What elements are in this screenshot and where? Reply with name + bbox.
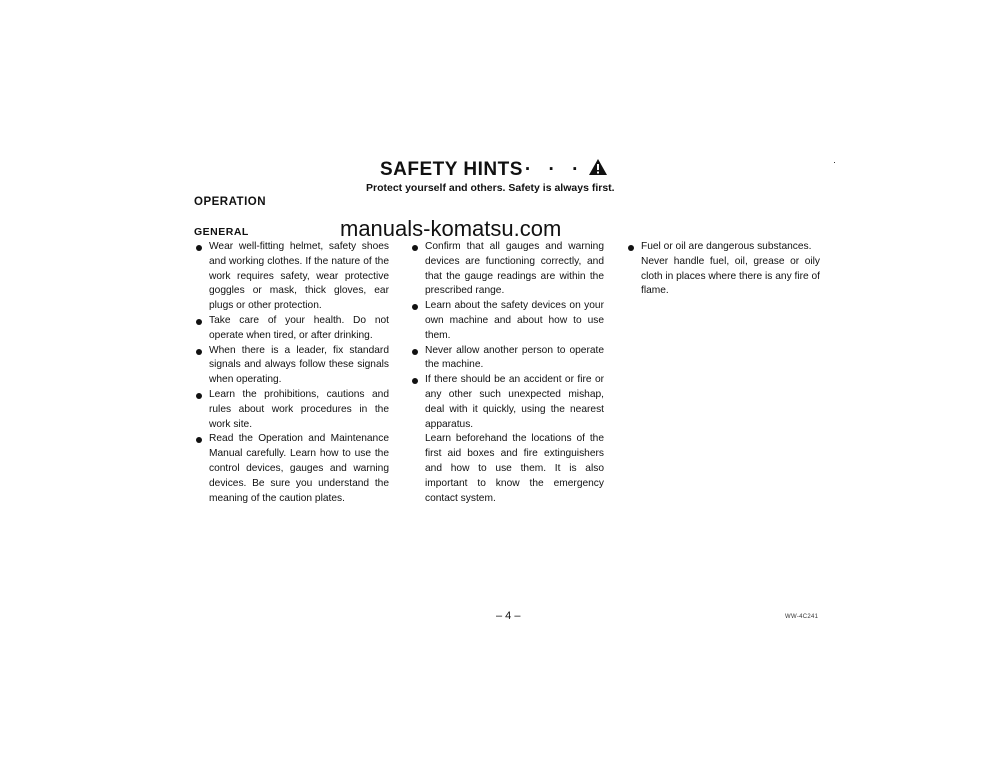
bullet-icon: [628, 245, 634, 251]
page-title: [380, 158, 680, 182]
bullet-icon: [412, 378, 418, 384]
bullet-icon: [196, 319, 202, 325]
document-code: WW-4C241: [785, 614, 819, 620]
list-item: Learn about the safety devices on your own machine and about how to use them.: [410, 299, 604, 343]
subsection-heading: GENERAL: [194, 226, 249, 238]
bullet-icon: [196, 349, 202, 355]
list-item: Confirm that all gauges and warning devices are functioning correctly, and that the gauge readings are within the prescribed range.: [410, 240, 604, 299]
bullet-icon: [412, 245, 418, 251]
page-subtitle: Protect yourself and others. Safety is always first.: [366, 182, 615, 194]
list-item: Read the Operation and Maintenance Manual carefully. Learn how to use the control devices, gauges and warning devices. Be sure you understand the meaning of the caution plates.: [194, 432, 389, 506]
list-item: Wear well-fitting helmet, safety shoes and working clothes. If the nature of the work requires safety, wear protective goggles or mask, thick gloves, ear plugs or other protection.: [194, 240, 389, 314]
title-text: SAFETY HINTS: [380, 159, 523, 180]
bullet-icon: [196, 437, 202, 443]
bullet-icon: [196, 245, 202, 251]
list-item: Take care of your health. Do not operate when tired, or after drinking.: [194, 314, 389, 344]
list-item: Never allow another person to operate the machine.: [410, 344, 604, 374]
bullet-icon: [196, 393, 202, 399]
scan-speck: [834, 162, 835, 163]
watermark: manuals-komatsu.com: [340, 216, 562, 241]
title-dots: · · ·: [524, 159, 585, 180]
list-item: When there is a leader, fix standard signals and always follow these signals when operating.: [194, 344, 389, 388]
column-2: [410, 240, 604, 506]
list-item: If there should be an accident or fire or any other such unexpected mishap, deal with it quickly, using the nearest apparatus.: [410, 373, 604, 432]
column-1: [194, 240, 389, 506]
bullet-icon: [412, 304, 418, 310]
list-item: Fuel or oil are dangerous substances.: [626, 240, 820, 255]
list-item-continuation: Learn beforehand the locations of the first aid boxes and fire extinguishers and how to use them. It is also important to know the emergency contact system.: [425, 433, 604, 504]
warning-triangle-icon: [588, 158, 608, 182]
page-number: – 4 –: [496, 610, 521, 622]
bullet-icon: [412, 349, 418, 355]
list-item-continuation: Never handle fuel, oil, grease or oily cloth in places where there is any fire of flame.: [641, 255, 820, 297]
list-item: Learn the prohibitions, cautions and rules about work procedures in the work site.: [194, 388, 389, 432]
column-3: [626, 240, 820, 299]
section-heading: OPERATION: [194, 196, 267, 208]
